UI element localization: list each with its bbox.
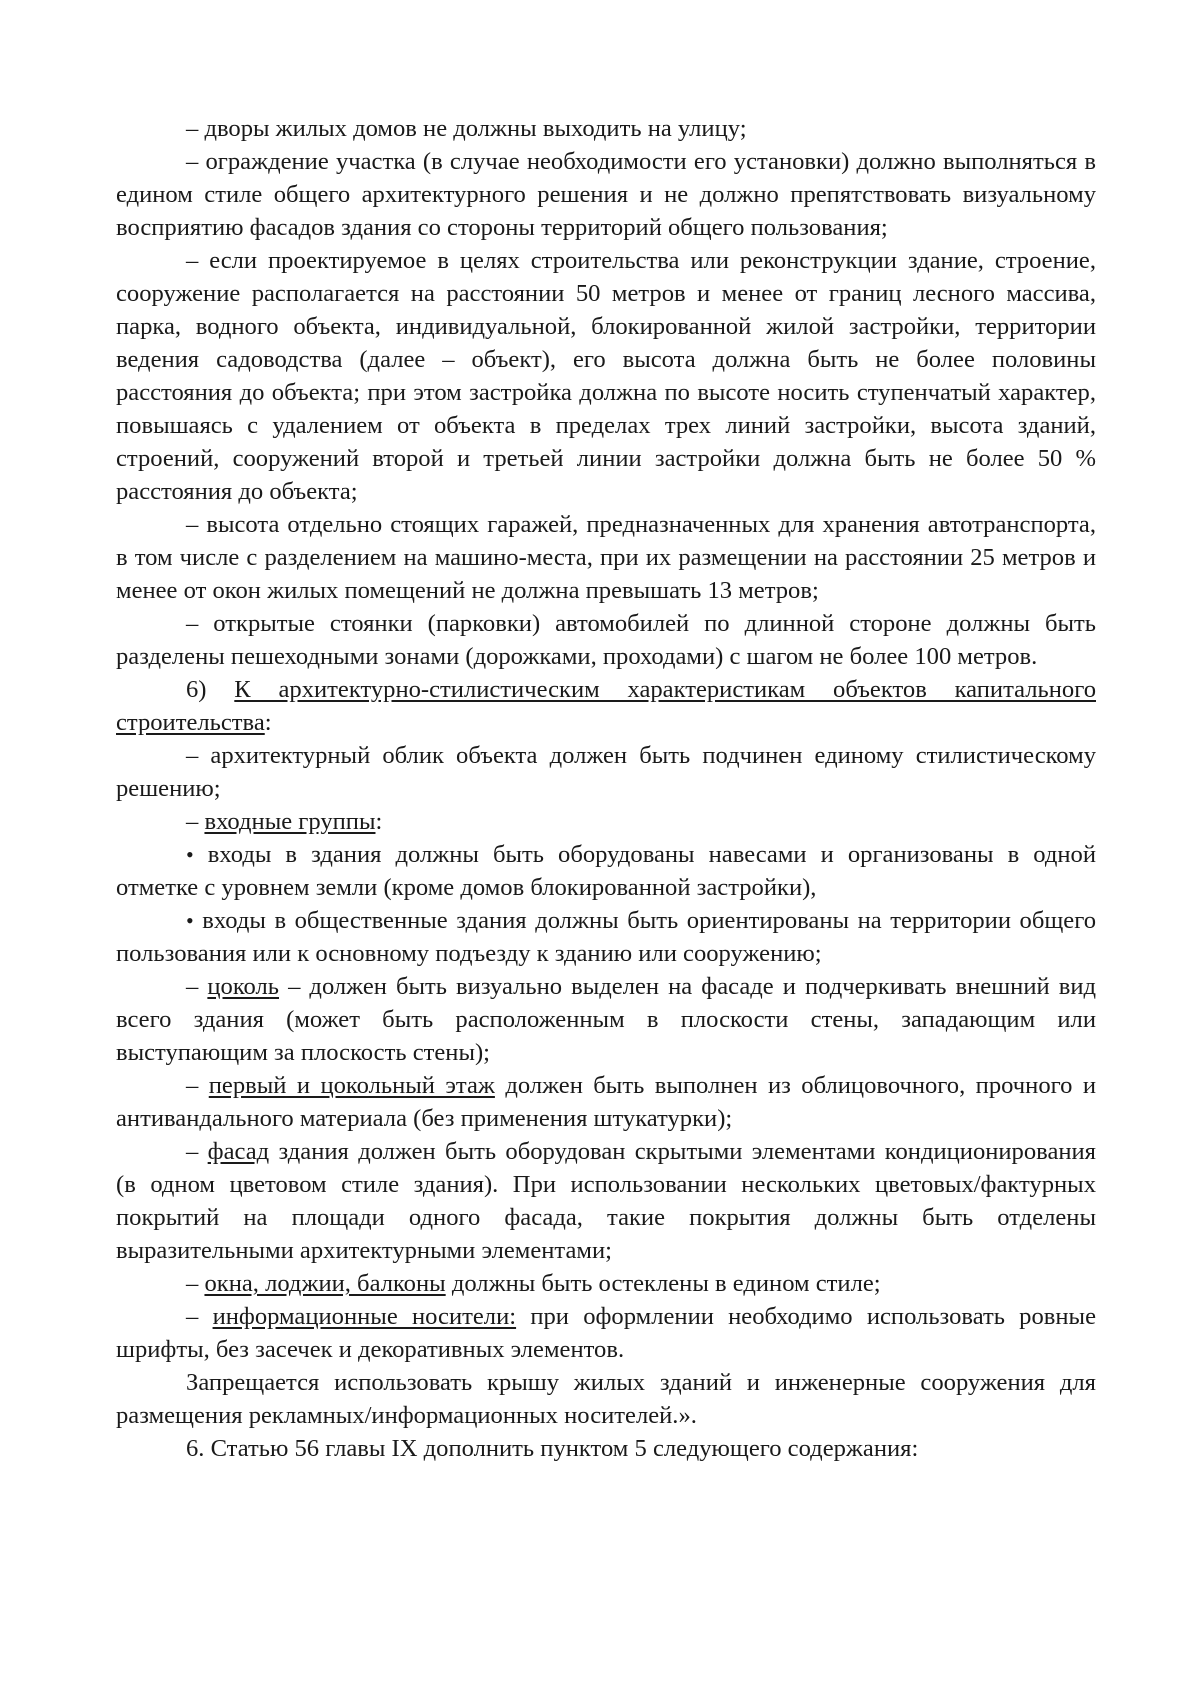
paragraph [116,1366,1096,1432]
underlined-term: фасад [207,1138,270,1165]
paragraph-text: – высота отдельно стоящих гаражей, предназначенных для хранения автотранспорта, в том числе с разделением на машино-места, при их размещении на расстоянии 25 метров и менее от окон жилых помещений не должна превышать 13 метров; [116,511,1096,604]
paragraph [116,244,1096,508]
paragraph [116,145,1096,244]
paragraph-text: – [186,1303,213,1330]
bullet-glyph: • [186,908,194,933]
paragraph-text: – [186,1072,209,1099]
paragraph-text: – открытые стоянки (парковки) автомобилей по длинной стороне должны быть разделены пешеходными зонами (дорожками, проходами) с шагом не более 100 метров. [116,610,1096,670]
paragraph [116,112,1096,145]
paragraph [116,805,1096,838]
paragraph [116,607,1096,673]
paragraph-text: здания должен быть оборудован скрытыми элементами кондиционирования (в одном цветовом стиле здания). При использовании нескольких цветовых/фактурных покрытий на площади одного фасада, такие покрытия должны быть отделены выразительными архитектурными элементами; [116,1138,1096,1264]
paragraph-text: – ограждение участка (в случае необходимости его установки) должно выполняться в едином стиле общего архитектурного решения и не должно препятствовать визуальному восприятию фасадов здания со стороны территорий общего пользования; [116,148,1096,241]
document-page [116,112,1096,1465]
paragraph-text: 6. Статью 56 главы IX дополнить пунктом 5 следующего содержания: [186,1435,919,1462]
paragraph-text: Запрещается использовать крышу жилых зданий и инженерные сооружения для размещения рекламных/информационных носителей.». [116,1369,1096,1429]
underlined-term: входные группы [204,808,376,835]
paragraph-text: должны быть остеклены в едином стиле; [445,1270,881,1297]
paragraph [116,1267,1096,1300]
paragraph [116,1300,1096,1366]
paragraph [116,1432,1096,1465]
paragraph-text: входы в общественные здания должны быть ориентированы на территории общего пользования или к основному подъезду к зданию или сооружению; [116,907,1096,967]
paragraph-text: – если проектируемое в целях строительства или реконструкции здание, строение, сооружение располагается на расстоянии 50 метров и менее от границ лесного массива, парка, водного объекта, индивидуальной, блокированной жилой застройки, территории ведения садоводства (далее – объект), его высота должна быть не более половины расстояния до объекта; при этом застройка должна по высоте носить ступенчатый характер, повышаясь с удалением от объекта в пределах трех линий застройки, высота зданий, строений, сооружений второй и третьей линии застройки должна быть не более 50 % расстояния до объекта; [116,247,1096,505]
paragraph-text: : [375,808,383,835]
bullet-glyph: • [186,842,194,867]
paragraph-text: входы в здания должны быть оборудованы навесами и организованы в одной отметке с уровнем земли (кроме домов блокированной застройки), [116,841,1096,901]
paragraph-text: – должен быть визуально выделен на фасаде и подчеркивать внешний вид всего здания (может быть расположенным в плоскости стены, западающим или выступающим за плоскость стены); [116,973,1096,1066]
paragraph [116,1135,1096,1267]
paragraph [116,970,1096,1069]
paragraph-text: при оформлении необходимо использовать ровные шрифты, без засечек и декоративных элементов. [116,1303,1096,1363]
paragraph-text: – [186,973,208,1000]
paragraph-text: – архитектурный облик объекта должен быть подчинен единому стилистическому решению; [116,742,1096,802]
paragraph [116,904,1096,970]
underlined-term: информационные носители: [212,1303,517,1330]
paragraph-text: 6) [186,676,235,703]
paragraph [116,838,1096,904]
underlined-term: К архитектурно-стилистическим характеристикам объектов капитального строительства [116,676,1096,736]
paragraph [116,739,1096,805]
underlined-term: первый и цокольный этаж [208,1072,495,1099]
paragraph [116,673,1096,739]
paragraph [116,508,1096,607]
paragraph-text: – [186,808,205,835]
paragraph-text: – дворы жилых домов не должны выходить на улицу; [186,115,747,142]
underlined-term: цоколь [207,973,279,1000]
paragraph [116,1069,1096,1135]
underlined-term: окна, лоджии, балконы [204,1270,446,1297]
paragraph-text: должен быть выполнен из облицовочного, прочного и антивандального материала (без применения штукатурки); [116,1072,1096,1132]
paragraph-text: – [186,1270,205,1297]
paragraph-text: : [264,709,272,736]
paragraph-text: – [186,1138,208,1165]
